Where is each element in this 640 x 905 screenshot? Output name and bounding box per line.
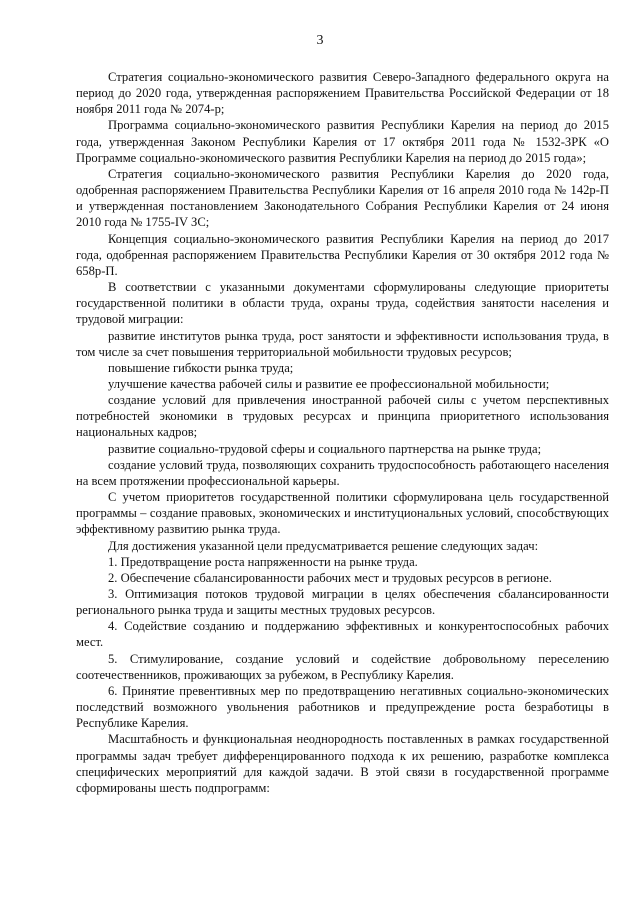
priority-item: развитие социально-трудовой сферы и социального партнерства на рынке труда; [108,441,542,456]
paragraph-strategy-karelia-2020: Стратегия социально-экономического развития Республики Карелия до 2020 года, одобренная распоряжением Правительства Республики Карелия от 16 апреля 2010 года № 142р-П и утвержденная постановлением Законодательного Собрания Республики Карелия от 24 июня 2010 года № 1755-IV ЗС; [76,166,609,230]
paragraph-strategy-nw-district: Стратегия социально-экономического развития Северо-Западного федерального округа на период до 2020 года, утвержденная распоряжением Правительства Российской Федерации от 18 ноября 2011 года № 2074-р; [76,70,609,117]
priority-item: создание условий труда, позволяющих сохранить трудоспособность работающего населения на всем протяжении профессиональной карьеры. [76,457,609,488]
paragraph-subprograms-intro: Масштабность и функциональная неоднородность поставленных в рамках государственной программы задач требует дифференцированного подхода к их решению, разработке комплекса специфических мероприятий для каждой задачи. В этой связи в государственной программе сформированы шесть подпрограмм: [76,732,609,795]
paragraph-tasks-intro: Для достижения указанной цели предусматривается решение следующих задач: [108,538,539,553]
paragraph-priorities-intro: В соответствии с указанными документами сформулированы следующие приоритеты государственной политики в области труда, охраны труда, содействия занятости населения и трудовой миграции: [76,280,609,327]
task-item: 6. Принятие превентивных мер по предотвращению негативных социально-экономических последствий возможного увольнения работников и предупреждение роста безработицы в Республике Карелия. [76,683,609,731]
document-body [76,69,609,796]
priority-item: развитие институтов рынка труда, рост занятости и эффективности использования труда, в том числе за счет повышения территориальной мобильности трудовых ресурсов; [76,328,609,359]
paragraph-program-goal: С учетом приоритетов государственной политики сформулирована цель государственной программы – создание правовых, экономических и институциональных условий, способствующих эффективному развитию рынка труда. [76,490,609,537]
paragraph-program-2015: Программа социально-экономического развития Республики Карелия на период до 2015 года, утвержденная Законом Республики Карелия от 17 октября 2011 года № 1532-ЗРК «О Программе социально-экономического развития Республики Карелия на период до 2015 года»; [76,118,609,165]
task-item: 3. Оптимизация потоков трудовой миграции в целях обеспечения сбалансированности регионального рынка труда и защиты местных трудовых ресурсов. [76,587,609,618]
priority-item: улучшение качества рабочей силы и развитие ее профессиональной мобильности; [108,376,550,391]
priority-item: повышение гибкости рынка труда; [108,360,294,375]
task-item: 4. Содействие созданию и поддержанию эффективных и конкурентоспособных рабочих мест. [76,619,609,650]
paragraph-concept-2017: Концепция социально-экономического развития Республики Карелия на период до 2017 года, одобренная распоряжением Правительства Республики Карелия от 30 октября 2012 года № 658р-П. [76,231,609,278]
task-item: 5. Стимулирование, создание условий и содействие добровольному переселению соотечественников, проживающих за рубежом, в Республику Карелия. [76,651,609,682]
priority-item: создание условий для привлечения иностранной рабочей силы с учетом перспективных потребностей экономики в трудовых ресурсах и принципа приоритетного использования национальных кадров; [76,393,609,440]
task-item: 1. Предотвращение роста напряженности на рынке труда. [108,554,418,569]
task-item: 2. Обеспечение сбалансированности рабочих мест и трудовых ресурсов в регионе. [108,570,552,585]
page-number: 3 [316,33,324,48]
